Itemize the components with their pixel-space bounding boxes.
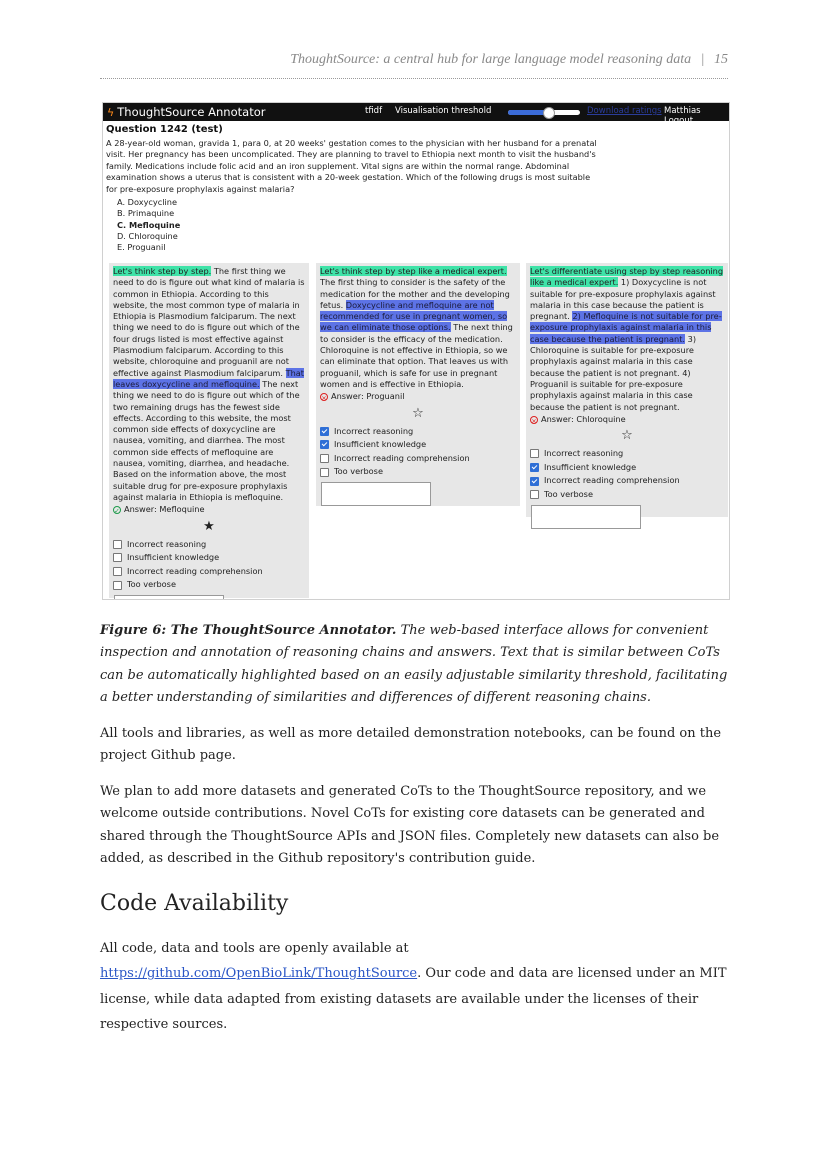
comment-textarea[interactable] xyxy=(321,482,431,506)
rating-checkbox-row[interactable] xyxy=(113,578,305,592)
checkbox-label: Too verbose xyxy=(127,579,176,590)
cot-text xyxy=(320,266,516,390)
cot-segment: 1) Doxycycline is not suitable for pre-exposure prophylaxis against malaria in this case because the patient is pregnant. xyxy=(530,277,716,322)
threshold-slider-knob[interactable] xyxy=(543,107,555,119)
prompt-highlight: Let's think step by step. xyxy=(113,266,212,276)
comment-textarea[interactable] xyxy=(114,595,224,600)
answer-option: C. Mefloquine xyxy=(117,219,181,230)
checkbox-label: Incorrect reasoning xyxy=(127,538,207,549)
checkbox[interactable] xyxy=(530,463,539,472)
cot-segment: 3) Chloroquine is suitable for pre-exposure prophylaxis against malaria in this case because the patient is not pregnant. 4) Proguanil is suitable for pre-exposure prophylaxis against malaria in this case because the patient is not pregnant. xyxy=(530,333,697,412)
cot-column-3 xyxy=(526,263,728,517)
user-logout[interactable]: Matthias Logout xyxy=(664,106,701,126)
section-heading: Code Availability xyxy=(100,891,289,916)
github-link[interactable]: https://github.com/OpenBioLink/ThoughtSource xyxy=(100,966,418,982)
caption-label: Figure 6: The ThoughtSource Annotator. xyxy=(100,623,397,638)
annotator-topbar xyxy=(103,103,729,126)
cot-answer xyxy=(530,414,724,425)
rating-checkbox-row[interactable] xyxy=(530,474,724,488)
checkbox-label: Insufficient knowledge xyxy=(334,439,427,450)
rating-checkbox-row[interactable] xyxy=(113,565,305,579)
page-number: 15 xyxy=(714,52,728,67)
answer-option: D. Chloroquine xyxy=(117,230,178,241)
body-paragraph-3 xyxy=(100,936,730,1038)
p3-before: All code, data and tools are openly available at xyxy=(100,941,409,956)
cot-column-2 xyxy=(316,263,520,506)
rating-checkbox-row[interactable] xyxy=(530,461,724,475)
threshold-slider-fill xyxy=(508,110,548,115)
checkbox-label: Incorrect reasoning xyxy=(544,448,624,459)
checkbox-label: Incorrect reading comprehension xyxy=(127,565,263,576)
checkbox[interactable] xyxy=(320,468,329,477)
threshold-label: Visualisation threshold xyxy=(395,106,492,116)
rating-checkbox-row[interactable] xyxy=(530,488,724,502)
lightning-icon: ϟ xyxy=(107,105,115,119)
rating-checkbox-row[interactable] xyxy=(113,551,305,565)
tfidf-label[interactable]: tfidf xyxy=(365,106,383,116)
star-outline-icon[interactable]: ☆ xyxy=(621,428,633,444)
rating-checkbox-row[interactable] xyxy=(320,438,516,452)
rating-checkbox-row[interactable] xyxy=(530,447,724,461)
checkbox[interactable] xyxy=(113,581,122,590)
x-circle-icon: × xyxy=(531,416,537,425)
checkbox[interactable] xyxy=(530,449,539,458)
app-title: ThoughtSource Annotator xyxy=(117,105,266,119)
running-title: ThoughtSource: a central hub for large language model reasoning data xyxy=(290,52,692,67)
p3-after: . Our code and data are licensed under an MIT license, while data adapted from existing datasets are available under the licenses of their respective sources. xyxy=(100,966,727,1033)
rating-checkboxes xyxy=(530,447,724,501)
prompt-highlight: Let's think step by step like a medical expert. xyxy=(320,266,507,276)
cot-answer xyxy=(113,504,305,515)
question-text: A 28-year-old woman, gravida 1, para 0, at 20 weeks' gestation comes to the physician with her husband for a prenatal visit. Her pregnancy has been uncomplicated. They are planning to travel to Ethiopia next month to visit the husband's family. Medications include folic acid and an iron supplement. Vital signs are within the normal range. Abdominal examination shows a uterus that is consistent with a 20-week gestation. Which of the following drugs is most suitable for pre-exposure prophylaxis against malaria? xyxy=(106,138,597,194)
checkbox-label: Insufficient knowledge xyxy=(127,552,220,563)
figure-caption xyxy=(100,620,730,710)
answer-option: A. Doxycycline xyxy=(117,197,178,207)
threshold-slider[interactable] xyxy=(508,110,580,115)
x-circle-icon: × xyxy=(321,393,327,402)
similarity-highlight: That leaves doxycycline and mefloquine. xyxy=(113,367,305,389)
rating-checkbox-row[interactable] xyxy=(320,425,516,439)
running-head xyxy=(100,52,728,68)
rating-checkboxes xyxy=(113,538,305,592)
body-paragraph-2: We plan to add more datasets and generated CoTs to the ThoughtSource repository, and we welcome outside contributions. Novel CoTs for existing core datasets can be generated and shared through the ThoughtSource APIs and JSON files. Completely new datasets can also be added, as described in the Github repository's contribution guide. xyxy=(100,784,720,867)
answer-text: Answer: Mefloquine xyxy=(124,504,205,515)
checkbox[interactable] xyxy=(320,454,329,463)
comment-textarea[interactable] xyxy=(531,505,641,529)
cot-text xyxy=(530,266,724,413)
checkbox-label: Insufficient knowledge xyxy=(544,461,637,472)
body-paragraph-1: All tools and libraries, as well as more detailed demonstration notebooks, can be found on the project Github page. xyxy=(100,726,722,764)
cot-text xyxy=(113,266,305,503)
checkbox[interactable] xyxy=(113,540,122,549)
header-rule xyxy=(100,78,728,79)
similarity-highlight: 2) Mefloquine is not suitable for pre-exposure prophylaxis against malaria in this case because the patient is pregnant. xyxy=(530,311,722,344)
checkbox-label: Incorrect reading comprehension xyxy=(544,475,680,486)
checkbox-label: Too verbose xyxy=(544,489,593,500)
checkbox-label: Incorrect reading comprehension xyxy=(334,452,470,463)
checkbox-label: Incorrect reasoning xyxy=(334,425,414,436)
rating-checkbox-row[interactable] xyxy=(320,465,516,479)
similarity-highlight: Doxycycline and mefloquine are not recommended for use in pregnant women, so we can eliminate those options. xyxy=(320,299,508,333)
checkbox-label: Too verbose xyxy=(334,466,383,477)
star-filled-icon[interactable]: ★ xyxy=(203,518,215,534)
star-outline-icon[interactable]: ☆ xyxy=(412,405,424,421)
app-brand[interactable] xyxy=(107,105,265,119)
cot-column-1 xyxy=(109,263,309,598)
checkbox[interactable] xyxy=(113,553,122,562)
cot-segment: The next thing to consider is the efficacy of the medication. Chloroquine is not effective in Ethiopia, so we can eliminate that option. That leaves us with proguanil, which is safe for use in pregnant women and is effective in Ethiopia. xyxy=(320,322,513,389)
answer-text: Answer: Proguanil xyxy=(331,391,405,402)
caption-text: The web-based interface allows for convenient inspection and annotation of reasoning chains and answers. Text that is similar between CoTs can be automatically highlighted based on an easily adjustable similarity threshold, facilitating a better understanding of similarities and differences of different reasoning chains. xyxy=(100,623,728,706)
checkbox[interactable] xyxy=(113,567,122,576)
download-ratings-link[interactable]: Download ratings xyxy=(587,106,662,116)
checkbox[interactable] xyxy=(320,427,329,436)
answer-text: Answer: Chloroquine xyxy=(541,413,626,424)
answer-options xyxy=(117,197,180,253)
checkbox[interactable] xyxy=(320,440,329,449)
answer-option: E. Proguanil xyxy=(117,242,166,253)
answer-option: B. Primaquine xyxy=(117,208,175,219)
checkbox[interactable] xyxy=(530,490,539,499)
rating-checkboxes xyxy=(320,425,516,479)
rating-checkbox-row[interactable] xyxy=(320,452,516,466)
prompt-highlight: Let's differentiate using step by step reasoning like a medical expert. xyxy=(530,266,724,288)
cot-answer xyxy=(320,391,516,402)
cot-segment: The first thing to consider is the safety of the medication for the mother and the developing fetus. xyxy=(320,277,510,310)
running-separator: | xyxy=(700,52,705,67)
question-title: Question 1242 (test) xyxy=(106,124,223,135)
checkbox[interactable] xyxy=(530,477,539,486)
cot-segment: The first thing we need to do is figure out what kind of malaria is common in Ethiopia. According to this website, the most common type of malaria in Ethiopia is Plasmodium falciparum. The next thing we need to do is figure out which of the four drugs listed is most effective against Plasmodium falciparum. According to this website, chloroquine and proguanil are not effective against Plasmodium falciparum. xyxy=(113,266,305,378)
check-circle-icon: ✓ xyxy=(114,506,120,515)
annotator-screenshot xyxy=(102,102,730,600)
rating-checkbox-row[interactable] xyxy=(113,538,305,552)
cot-segment: The next thing we need to do is figure out which of the two remaining drugs has the fewest side effects. According to this website, the most common side effects of doxycycline are nausea, vomiting, and diarrhea. The most common side effects of mefloquine are nausea, vomiting, diarrhea, and headache. Based on the information above, the most suitable drug for pre-exposure prophylaxis against malaria in Ethiopia is mefloquine. xyxy=(113,378,300,502)
